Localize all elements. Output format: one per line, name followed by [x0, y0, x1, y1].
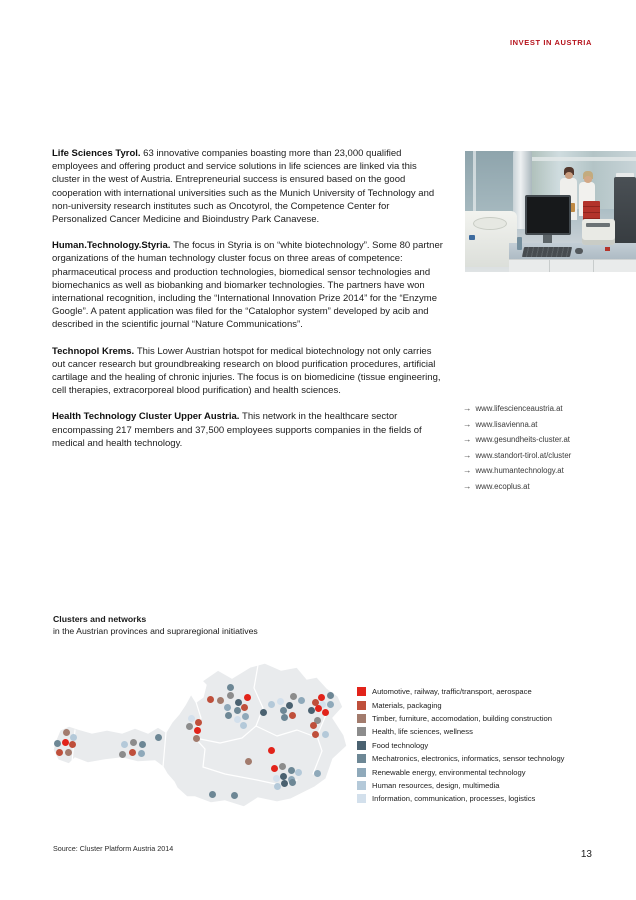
cluster-dot — [314, 770, 321, 777]
paragraph-title: Human.Technology.Styria. — [52, 240, 174, 252]
photo-monitor — [525, 195, 571, 235]
legend-swatch — [357, 714, 366, 723]
photo-printer-slot — [586, 223, 610, 227]
cluster-dot — [121, 741, 128, 748]
cluster-dot — [281, 780, 288, 787]
cluster-dot — [268, 747, 275, 754]
legend-swatch — [357, 794, 366, 803]
arrow-right-icon: → — [463, 465, 472, 475]
clusters-subtitle: in the Austrian provinces and supraregional initiatives — [53, 625, 258, 636]
legend-label: Human resources, design, multimedia — [372, 780, 500, 790]
cluster-dot — [273, 775, 280, 782]
cluster-dot — [260, 709, 267, 716]
cluster-dot — [234, 707, 241, 714]
photo-drawer-line — [549, 260, 550, 272]
cluster-dot — [308, 707, 315, 714]
cluster-dot — [244, 694, 251, 701]
paragraph: Health Technology Cluster Upper Austria. This network in the healthcare sector encompassing 217 members and 37,500 employees supports companies in the fields of medical and health technology. — [52, 411, 422, 449]
link-item[interactable] — [463, 419, 571, 435]
paragraph-title: Technopol Krems. — [52, 345, 137, 357]
photo-drawer-line — [593, 260, 594, 272]
cluster-dot — [119, 751, 126, 758]
cluster-dot — [298, 697, 305, 704]
link-url: www.lifescienceaustria.at — [475, 404, 563, 413]
link-url: www.gesundheits-cluster.at — [475, 435, 570, 444]
cluster-dot — [186, 723, 193, 730]
paragraph: Technopol Krems. This Lower Austrian hotspot for medical biotechnology not only carries out cancer research but groundbreaking research on blood purification procedures, artificial cartilage and the healing of chronic injuries. The focus is on biomedicine (tissue engineering, cell therapies, extracorporeal blood purification) and health sciences. — [52, 345, 441, 397]
cluster-dot — [129, 749, 136, 756]
arrow-right-icon: → — [463, 403, 472, 413]
austria-map — [45, 650, 365, 825]
legend-item — [357, 739, 564, 752]
cluster-dot — [217, 697, 224, 704]
photo-hood-frame — [473, 151, 476, 217]
clusters-heading — [53, 614, 258, 637]
cluster-dot — [241, 704, 248, 711]
cluster-dot — [54, 740, 61, 747]
cluster-dot — [289, 779, 296, 786]
link-list — [463, 403, 571, 496]
cluster-dot — [290, 693, 297, 700]
cluster-dot — [139, 741, 146, 748]
link-url: www.humantechnology.at — [475, 466, 564, 475]
legend-swatch — [357, 727, 366, 736]
legend-label: Food technology — [372, 740, 429, 750]
legend-label: Timber, furniture, accomodation, building construction — [372, 713, 552, 723]
legend-label: Mechatronics, electronics, informatics, sensor technology — [372, 754, 565, 764]
cluster-dot — [227, 684, 234, 691]
photo-researcher-1-face — [565, 172, 573, 179]
paragraph: Life Sciences Tyrol. 63 innovative companies boasting more than 23,000 qualified employees and offering product and service solutions in life sciences are linked via this cluster in the west of Austria. Entrepreneurial success is ensured based on the good cooperation with international universities such as the Munich University of Technology and non-university research institutes such as Oncotyrol, the Competence Center for Personalized Cancer Medicine and Bioindustry Park Canavese. — [52, 148, 435, 226]
cluster-dot — [69, 741, 76, 748]
arrow-right-icon: → — [463, 449, 472, 460]
cluster-dot — [277, 698, 284, 705]
legend-swatch — [357, 754, 366, 763]
legend-swatch — [357, 701, 366, 710]
legend-item — [357, 685, 564, 698]
cluster-dot — [288, 767, 295, 774]
cluster-dot — [280, 707, 287, 714]
cluster-dot — [322, 731, 329, 738]
map-legend — [357, 685, 564, 806]
cluster-dot — [235, 699, 242, 706]
cluster-dot — [231, 792, 238, 799]
cluster-dot — [56, 749, 63, 756]
legend-label: Information, communication, processes, logistics — [372, 794, 536, 804]
cluster-dot — [234, 716, 241, 723]
cluster-dot — [286, 702, 293, 709]
link-item[interactable] — [463, 434, 571, 450]
cluster-dot — [327, 701, 334, 708]
link-url: www.standort-tirol.at/cluster — [475, 450, 572, 460]
cluster-dot — [227, 692, 234, 699]
photo-red-switch — [605, 247, 610, 251]
legend-item — [357, 698, 564, 711]
cluster-dot — [62, 739, 69, 746]
link-item[interactable] — [463, 481, 571, 497]
cluster-dot — [312, 731, 319, 738]
photo-monitor-stand — [543, 235, 552, 243]
cluster-dot — [194, 727, 201, 734]
legend-item — [357, 765, 564, 778]
cluster-dot — [193, 735, 200, 742]
legend-label: Automotive, railway, traffic/transport, aerospace — [372, 687, 532, 697]
cluster-dot — [65, 749, 72, 756]
legend-label: Health, life sciences, wellness — [372, 727, 473, 737]
cluster-dot — [280, 773, 287, 780]
cluster-dot — [63, 729, 70, 736]
legend-label: Materials, packaging — [372, 700, 442, 710]
cluster-dot — [274, 783, 281, 790]
cluster-dot — [209, 791, 216, 798]
cluster-dot — [318, 694, 325, 701]
photo-bench-front — [509, 259, 636, 272]
cluster-dot — [310, 722, 317, 729]
cluster-dot — [195, 719, 202, 726]
cluster-dot — [242, 713, 249, 720]
arrow-right-icon: → — [463, 418, 472, 429]
legend-swatch — [357, 781, 366, 790]
photo-instrument-lid — [473, 217, 507, 230]
austria-map-shape — [45, 650, 365, 825]
cluster-dot — [130, 739, 137, 746]
link-item[interactable] — [463, 450, 571, 466]
link-item[interactable] — [463, 403, 571, 419]
cluster-dot — [155, 734, 162, 741]
cluster-dot — [225, 712, 232, 719]
link-url: www.ecoplus.at — [475, 481, 530, 491]
paragraph: Human.Technology.Styria. The focus in Styria is on “white biotechnology”. Some 80 partner organizations of the human technology cluster focus on three areas of competence: pharmaceutical process and production technologies, biomedical sensor technologies and biomechanics as well as biobanking and biomarker technologies. The partners have won international recognition, including the “International Innovation Prize 2014” for the “Enzyme Google”. A patent application was filed for the “Catalophor system” developed by acib and described in the scientific journal “Nature Communications”. — [52, 240, 443, 331]
page-header: INVEST IN AUSTRIA — [509, 38, 592, 47]
legend-item — [357, 725, 564, 738]
legend-swatch — [357, 768, 366, 777]
legend-swatch — [357, 741, 366, 750]
photo-instrument-button — [469, 235, 475, 240]
legend-item — [357, 779, 564, 792]
paragraph-title: Health Technology Cluster Upper Austria. — [52, 411, 243, 423]
cluster-dot — [281, 714, 288, 721]
arrow-right-icon: → — [463, 480, 472, 491]
cluster-dot — [322, 709, 329, 716]
clusters-title: Clusters and networks — [53, 614, 147, 624]
laboratory-photo — [465, 151, 636, 272]
cluster-dot — [271, 765, 278, 772]
page-number: 13 — [580, 849, 592, 860]
photo-mouse — [575, 248, 583, 254]
link-url: www.lisavienna.at — [475, 419, 538, 429]
cluster-dot — [224, 704, 231, 711]
cluster-dot — [327, 692, 334, 699]
arrow-right-icon: → — [463, 434, 472, 444]
photo-bottle — [517, 237, 522, 250]
cluster-dot — [188, 715, 195, 722]
legend-item — [357, 792, 564, 805]
legend-item — [357, 712, 564, 725]
photo-researcher-2-face — [584, 176, 592, 183]
cluster-dot — [240, 722, 247, 729]
body-paragraphs — [52, 147, 446, 463]
cluster-dot — [279, 763, 286, 770]
cluster-dot — [138, 750, 145, 757]
cluster-dot — [245, 758, 252, 765]
legend-label: Renewable energy, environmental technology — [372, 767, 526, 777]
cluster-dot — [70, 734, 77, 741]
link-item[interactable] — [463, 465, 571, 481]
source-note: Source: Cluster Platform Austria 2014 — [53, 844, 174, 853]
cluster-dot — [295, 769, 302, 776]
photo-keyboard — [522, 247, 572, 257]
paragraph-title: Life Sciences Tyrol. — [52, 148, 144, 159]
cluster-dot — [207, 696, 214, 703]
legend-item — [357, 752, 564, 765]
cluster-dot — [268, 701, 275, 708]
cluster-dot — [289, 712, 296, 719]
legend-swatch — [357, 687, 366, 696]
cluster-dot — [315, 705, 322, 712]
